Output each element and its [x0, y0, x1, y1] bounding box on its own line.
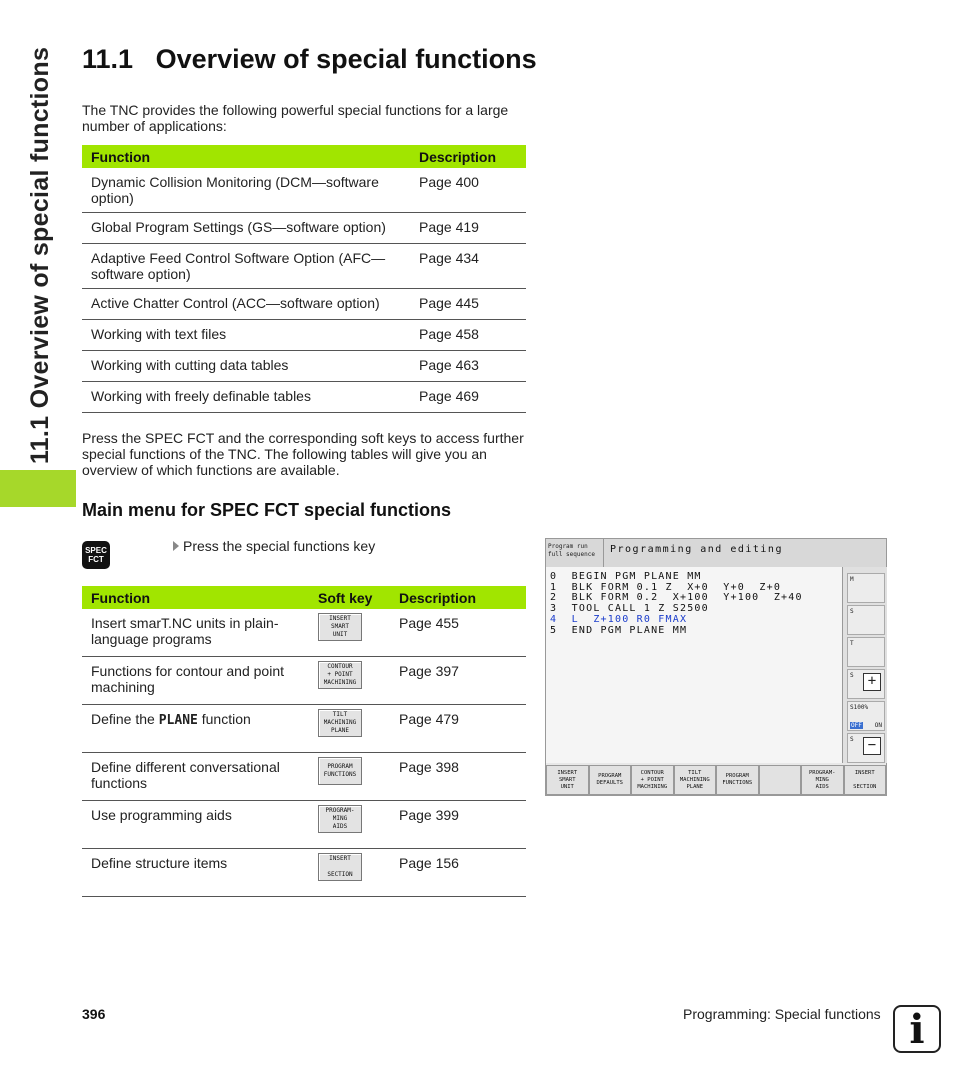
screen-softkey: PROGRAM DEFAULTS	[589, 765, 632, 795]
screen-softkey: CONTOUR + POINT MACHINING	[631, 765, 674, 795]
header-function: Function	[82, 145, 410, 168]
cell-description: Page 434	[410, 244, 526, 289]
cell-function: Functions for contour and point machining	[82, 657, 309, 705]
cell-function: Use programming aids	[82, 801, 309, 849]
cell-description: Page 156	[390, 849, 526, 897]
table-row	[82, 351, 526, 382]
side-chapter-title: 11.1 Overview of special functions	[26, 46, 55, 464]
cell-function	[82, 705, 309, 753]
cell-softkey	[309, 801, 390, 849]
cell-softkey	[309, 705, 390, 753]
screen-side-panel	[842, 567, 887, 763]
softkey-icon: TILT MACHINING PLANE	[318, 709, 362, 737]
table-header-row	[82, 145, 526, 168]
cell-function: Adaptive Feed Control Software Option (AFC—software option)	[82, 244, 410, 289]
cell-function: Dynamic Collision Monitoring (DCM—software option)	[82, 168, 410, 213]
cell-function: Working with freely definable tables	[82, 382, 410, 413]
screen-softkey: INSERT SMART UNIT	[546, 765, 589, 795]
table-row	[82, 289, 526, 320]
side-panel-label: S	[850, 736, 854, 743]
cell-description: Page 400	[410, 168, 526, 213]
cell-function: Define structure items	[82, 849, 309, 897]
cell-description: Page 445	[410, 289, 526, 320]
side-panel-label: M	[850, 576, 854, 583]
subheading: Main menu for SPEC FCT special functions	[82, 500, 452, 520]
side-panel-label: S	[850, 672, 854, 679]
softkey-icon: PROGRAM- MING AIDS	[318, 805, 362, 833]
program-listing	[546, 567, 842, 763]
table-row	[82, 657, 526, 705]
cell-description: Page 397	[390, 657, 526, 705]
program-line: 2 BLK FORM 0.2 X+100 Y+100 Z+40	[550, 592, 803, 604]
cell-description: Page 398	[390, 753, 526, 801]
cell-softkey	[309, 753, 390, 801]
screen-softkey: PROGRAM FUNCTIONS	[716, 765, 759, 795]
header-description: Description	[390, 586, 526, 609]
table-row	[82, 320, 526, 351]
cell-function: Global Program Settings (GS—software option)	[82, 213, 410, 244]
header-description: Description	[410, 145, 526, 168]
side-panel-label: T	[850, 640, 854, 647]
cell-softkey	[309, 609, 390, 657]
side-panel-button	[847, 637, 885, 667]
softkey-icon: CONTOUR + POINT MACHINING	[318, 661, 362, 689]
cell-function: Working with text files	[82, 320, 410, 351]
cell-softkey	[309, 849, 390, 897]
cell-description: Page 455	[390, 609, 526, 657]
screen-header	[546, 539, 886, 568]
table-row	[82, 244, 526, 289]
cell-description: Page 458	[410, 320, 526, 351]
on-label: ON	[874, 722, 882, 729]
spec-fct-paragraph: Press the SPEC FCT and the corresponding soft keys to access further special functions of the TNC. The following tables will give you an overview of which functions are available.	[82, 430, 524, 478]
screen-softkey	[759, 765, 802, 795]
plus-icon: +	[863, 673, 881, 691]
cell-softkey	[309, 657, 390, 705]
cell-description: Page 479	[390, 705, 526, 753]
side-panel-button	[847, 669, 885, 699]
screen-softkey-row	[546, 765, 886, 795]
footer-section: Programming: Special functions	[683, 1006, 881, 1022]
cell-function: Working with cutting data tables	[82, 351, 410, 382]
side-panel-button	[847, 701, 885, 731]
table-header-row	[82, 586, 526, 609]
function-text: function	[197, 711, 251, 727]
page-title: 11.1 Overview of special functions	[82, 44, 537, 74]
screen-softkey: INSERT SECTION	[844, 765, 887, 795]
softkey-icon: INSERT SECTION	[318, 853, 362, 881]
table-row	[82, 801, 526, 849]
table-row	[82, 609, 526, 657]
table-row	[82, 382, 526, 413]
header-function: Function	[82, 586, 309, 609]
function-code: PLANE	[158, 713, 198, 728]
table-row	[82, 213, 526, 244]
function-text: Define the	[91, 711, 159, 727]
special-functions-table	[82, 145, 526, 413]
screen-softkey: PROGRAM- MING AIDS	[801, 765, 844, 795]
program-line: 4 L Z+100 R0 FMAX	[550, 613, 688, 625]
side-tab-marker	[0, 470, 76, 507]
press-instruction: Press the special functions key	[173, 538, 375, 554]
arrow-right-icon	[173, 541, 179, 551]
cell-description: Page 463	[410, 351, 526, 382]
minus-icon: −	[863, 737, 881, 755]
cell-function: Active Chatter Control (ACC—software option)	[82, 289, 410, 320]
spec-fct-key-icon: SPEC FCT	[82, 541, 110, 569]
side-panel-label: S	[850, 608, 854, 615]
intro-paragraph: The TNC provides the following powerful special functions for a large number of applications:	[82, 102, 509, 134]
page-number: 396	[82, 1006, 106, 1022]
info-icon: i	[893, 1005, 941, 1053]
table-row	[82, 753, 526, 801]
screen-title: Programming and editing	[610, 544, 783, 555]
side-panel-button	[847, 733, 885, 763]
cell-description: Page 419	[410, 213, 526, 244]
program-line: 5 END PGM PLANE MM	[550, 624, 688, 636]
program-line: 0 BEGIN PGM PLANE MM	[550, 571, 702, 582]
cell-function: Define different conversational functions	[82, 753, 309, 801]
program-line: 3 TOOL CALL 1 Z S2500	[550, 603, 709, 615]
header-softkey: Soft key	[309, 586, 390, 609]
table-row	[82, 705, 526, 753]
cell-function: Insert smarT.NC units in plain-language programs	[82, 609, 309, 657]
side-panel-button	[847, 605, 885, 635]
program-line: 1 BLK FORM 0.1 Z X+0 Y+0 Z+0	[550, 581, 782, 593]
table-row	[82, 849, 526, 897]
tnc-screen-mockup	[545, 538, 887, 796]
off-label: OFF	[851, 722, 862, 729]
softkey-icon: INSERT SMART UNIT	[318, 613, 362, 641]
table-row	[82, 168, 526, 213]
cell-description: Page 469	[410, 382, 526, 413]
main-menu-table	[82, 586, 526, 897]
screen-mode-label: Program run full sequence	[546, 539, 604, 567]
side-panel-button	[847, 573, 885, 603]
screen-softkey: TILT MACHINING PLANE	[674, 765, 717, 795]
side-panel-label: S100%	[850, 704, 869, 711]
softkey-icon: PROGRAM FUNCTIONS	[318, 757, 362, 785]
cell-description: Page 399	[390, 801, 526, 849]
